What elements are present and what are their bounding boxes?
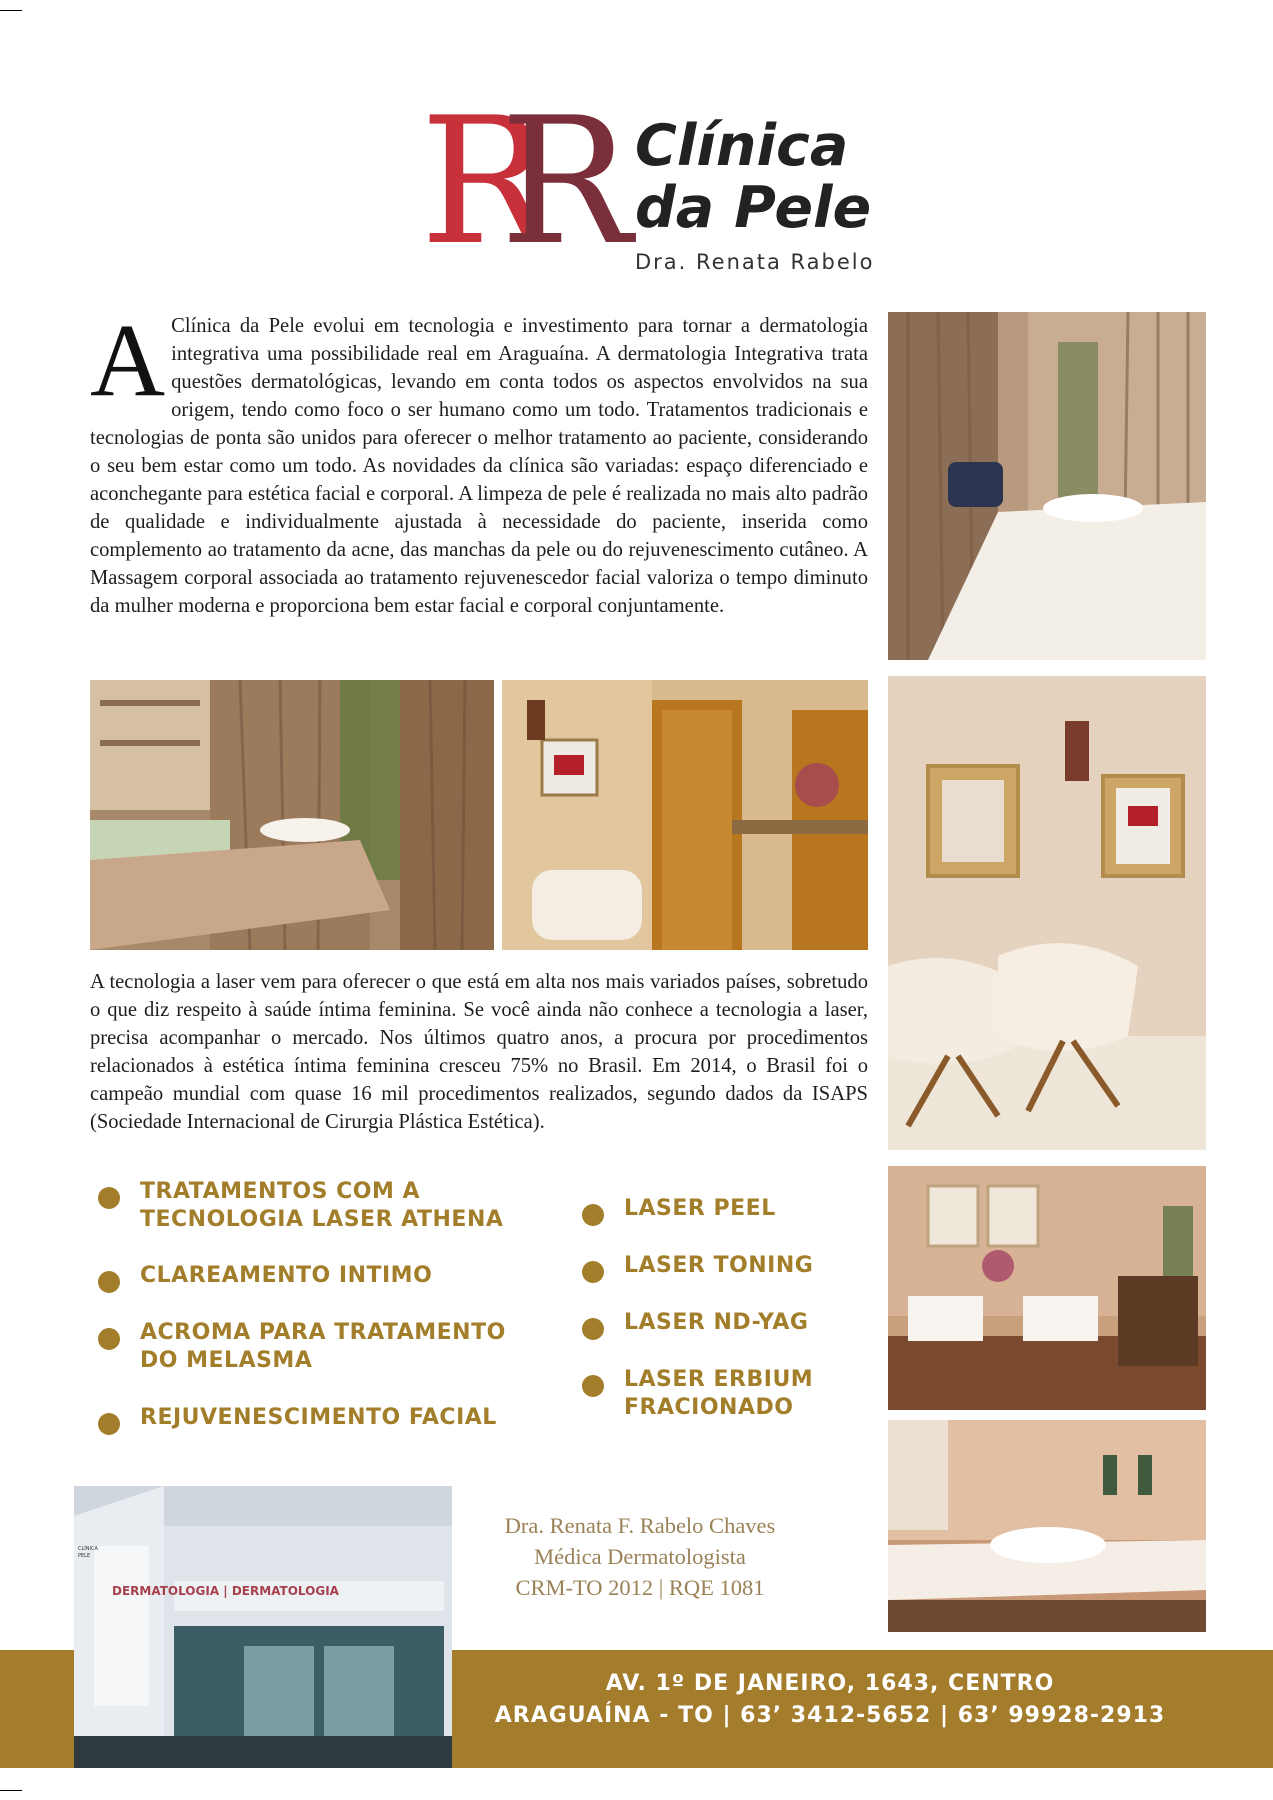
treatment-item-laser-nd-yag <box>582 1309 872 1340</box>
logo-title-line1: Clínica <box>635 113 849 179</box>
photo-reception-chairs <box>888 1166 1206 1410</box>
logo-monogram-r-red: R <box>420 81 512 284</box>
bullet-dot-icon <box>582 1204 604 1226</box>
treatment-item-rejuvenescimento <box>98 1404 538 1435</box>
bullet-dot-icon <box>582 1318 604 1340</box>
bullet-dot-icon <box>98 1187 120 1209</box>
footer-address <box>440 1668 1220 1732</box>
treatment-label: TRATAMENTOS COM A TECNOLOGIA LASER ATHENA <box>140 1179 504 1232</box>
photo-treatment-room-pillow <box>888 1420 1206 1632</box>
treatment-item-laser-erbium <box>582 1366 872 1422</box>
bullet-dot-icon <box>98 1413 120 1435</box>
photo-massage-table <box>90 680 494 950</box>
treatment-item-laser-toning <box>582 1252 872 1283</box>
crop-mark-bottom <box>0 1790 22 1791</box>
photo-corridor-door <box>502 680 868 950</box>
bullet-dot-icon <box>582 1375 604 1397</box>
doctor-title: Médica Dermatologista <box>534 1544 746 1569</box>
intro-paragraph <box>90 303 868 620</box>
photo-waiting-armchairs <box>888 676 1206 1150</box>
treatment-label: ACROMA PARA TRATAMENTO DO MELASMA <box>140 1320 506 1373</box>
treatment-label: LASER TONING <box>624 1253 814 1278</box>
doctor-signature <box>480 1510 800 1603</box>
logo-subtitle: Dra. Renata Rabelo <box>635 250 875 274</box>
treatment-label: LASER ERBIUM FRACIONADO <box>624 1367 814 1420</box>
laser-paragraph: A tecnologia a laser vem para oferecer o que está em alta nos mais variados países, sobretudo o que diz respeito à saúde íntima feminina. Se você ainda não conhece a tecnologia a laser, precisa acompanhar o mercado. Nos últimos quatro anos, a procura por procedimentos relacionados à estética íntima feminina cresceu 75% no Brasil. Em 2014, o Brasil foi o campeão mundial com quase 16 mil procedimentos realizados, segundo dados da ISAPS (Sociedade Internacional de Cirurgia Plástica Estética). <box>90 971 868 1133</box>
treatment-label: LASER PEEL <box>624 1196 776 1221</box>
bullet-dot-icon <box>98 1271 120 1293</box>
bullet-dot-icon <box>582 1261 604 1283</box>
treatment-label: CLAREAMENTO INTIMO <box>140 1263 433 1288</box>
bullet-dot-icon <box>98 1328 120 1350</box>
footer-address-line1: AV. 1º DE JANEIRO, 1643, CENTRO <box>605 1671 1055 1696</box>
logo-title-line2: da Pele <box>635 175 872 241</box>
treatment-item-acroma <box>98 1319 538 1375</box>
logo-title <box>635 115 871 239</box>
doctor-name: Dra. Renata F. Rabelo Chaves <box>504 1513 776 1538</box>
photo-treatment-room-curtains <box>888 312 1206 660</box>
facade-sign-side: CLÍNICA PELE <box>78 1546 98 1559</box>
footer-address-line2: ARAGUAÍNA - TO | 63’ 3412-5652 | 63’ 99928-2913 <box>494 1703 1166 1728</box>
treatment-item-laser-peel <box>582 1195 872 1226</box>
photo-clinic-facade <box>74 1486 452 1768</box>
treatment-item-laser-athena <box>98 1178 538 1234</box>
doctor-registry: CRM-TO 2012 | RQE 1081 <box>515 1575 765 1600</box>
logo-monogram-r-wine: R <box>500 81 632 284</box>
drop-cap: A <box>90 303 166 418</box>
treatment-label: REJUVENESCIMENTO FACIAL <box>140 1405 497 1430</box>
treatment-item-clareamento <box>98 1262 538 1293</box>
treatment-label: LASER ND-YAG <box>624 1310 809 1335</box>
facade-sign-front: DERMATOLOGIA | DERMATOLOGIA <box>112 1584 339 1598</box>
intro-text: Clínica da Pele evolui em tecnologia e investimento para tornar a dermatologia integrativa uma possibilidade real em Araguaína. A dermatologia Integrativa trata questões dermatológicas, levando em conta todos os aspectos envolvidos na sua origem, tendo como foco o ser humano como um todo. Tratamentos tradicionais e tecnologias de ponta são unidos para oferecer o melhor tratamento ao paciente, considerando o seu bem estar como um todo. As novidades da clínica são variadas: espaço diferenciado e aconchegante para estética facial e corporal. A limpeza de pele é realizada no mais alto padrão de qualidade e individualmente ajustada à necessidade do paciente, inserida como complemento ao tratamento da acne, das manchas da pele ou do rejuvenescimento cutâneo. A Massagem corporal associada ao tratamento rejuvenescedor facial valoriza o tempo diminuto da mulher moderna e proporciona bem estar facial e corporal conjuntamente. <box>90 315 868 617</box>
crop-mark-top <box>0 10 22 11</box>
